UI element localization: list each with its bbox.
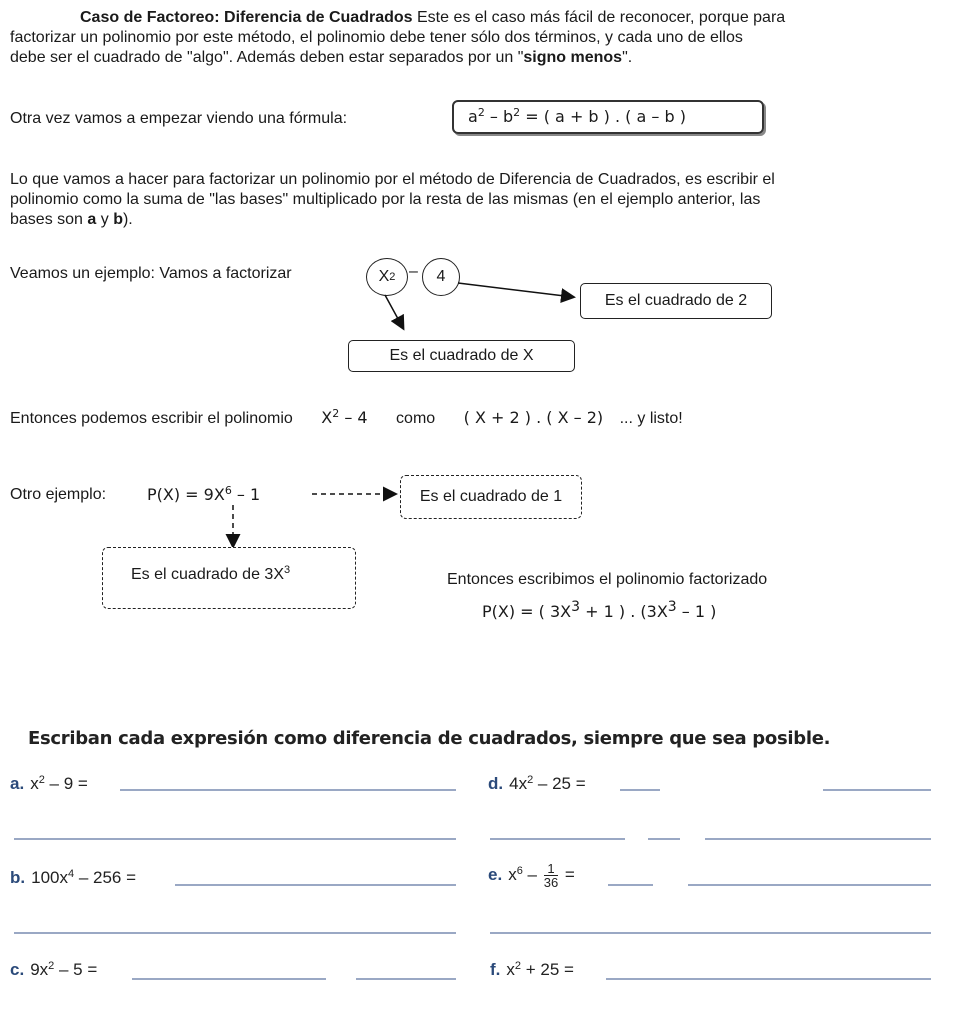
term-x-squared-circle: X 2 — [366, 258, 408, 296]
fraction-1-over-36: $\frac{1}{36}$ — [543, 861, 559, 890]
formula-label: Otra vez vamos a empezar viendo una fórmula: — [10, 110, 348, 127]
example2-polynomial: $P(X) = 9X^6 - 1$ — [147, 484, 261, 504]
callout-square-of-1: Es el cuadrado de 1 — [400, 475, 582, 519]
answer-line-c-right[interactable] — [356, 978, 456, 980]
callout-square-of-2: Es el cuadrado de 2 — [580, 283, 772, 319]
answer-line-e2[interactable] — [490, 932, 931, 934]
answer-line-d2c[interactable] — [705, 838, 931, 840]
exercise-item-b: b. $100x^4 - 256$ = — [10, 868, 137, 887]
exercise-item-f: f. $x^2 + 25$ = — [490, 960, 574, 979]
signo-menos-emphasis: signo menos — [523, 49, 623, 66]
answer-line-b[interactable] — [175, 884, 456, 886]
callout-square-of-3x3: Es el cuadrado de $3X^3$ — [102, 547, 356, 609]
example2-conclusion-label: Entonces escribimos el polinomio factorizado — [447, 571, 768, 588]
explanation-paragraph: Lo que vamos a hacer para factorizar un polinomio por el método de Diferencia de Cuadrados, es escribir el polinomio como la suma de "las bases" multiplicado por la resta de las mismas (en el ejemplo anterior, las bases son a y b). — [10, 171, 775, 228]
example2-result: P(X) = ( $3X^3 + 1$ ) . ($3X^3 - 1$ ) — [482, 599, 717, 621]
section-title: Caso de Factoreo: Diferencia de Cuadrados — [80, 9, 413, 26]
exercise-item-c: c. $9x^2 - 5$ = — [10, 960, 98, 979]
minus-sign: – — [409, 263, 418, 280]
arrows-example1 — [0, 0, 962, 360]
exercise-item-e: e. $x^6$ – $\frac{1}{36}$ = — [488, 861, 575, 890]
term-4-circle: 4 — [422, 258, 460, 296]
answer-line-a2[interactable] — [14, 838, 456, 840]
answer-line-d[interactable] — [620, 789, 660, 791]
answer-line-d2b[interactable] — [648, 838, 680, 840]
answer-line-a[interactable] — [120, 789, 456, 791]
answer-line-f[interactable] — [606, 978, 931, 980]
example1-conclusion: Entonces podemos escribir el polinomio $X^2 - 4$ como ( X + 2 ) . ( X – 2) ... y listo! — [10, 407, 683, 427]
exercises-title: Escriban cada expresión como diferencia de cuadrados, siempre que sea posible. — [28, 728, 831, 749]
callout-square-of-x: Es el cuadrado de X — [348, 340, 575, 372]
answer-line-c[interactable] — [132, 978, 326, 980]
exercise-item-a: a. $x^2 - 9$ = — [10, 774, 88, 793]
answer-line-b2[interactable] — [14, 932, 456, 934]
example1-intro: Veamos un ejemplo: Vamos a factorizar — [10, 265, 292, 282]
answer-line-e-right[interactable] — [688, 884, 931, 886]
formula-box: $a^2 - b^2$ = ( a + b ) . ( a – b ) — [452, 100, 764, 134]
example2-intro: Otro ejemplo: — [10, 486, 107, 503]
answer-line-e[interactable] — [608, 884, 653, 886]
exercise-item-d: d. $4x^2 - 25$ = — [488, 774, 586, 793]
answer-line-d2[interactable] — [490, 838, 625, 840]
intro-paragraph: Caso de Factoreo: Diferencia de Cuadrados Este es el caso más fácil de reconocer, porque para factorizar un polinomio por este método, el polinomio debe tener sólo dos términos, y cada uno de ellos debe ser el cuadrado de "algo". Además deben estar separados por un "signo menos". — [10, 9, 786, 66]
answer-line-d-right[interactable] — [823, 789, 931, 791]
